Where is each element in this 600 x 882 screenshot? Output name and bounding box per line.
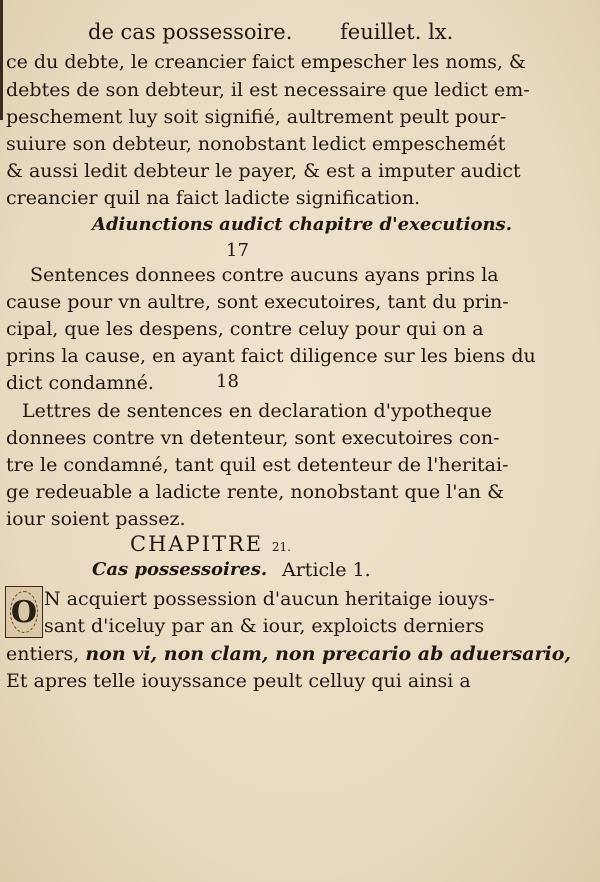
text-line: ce du debte, le creancier faict empescher les noms, & [6, 51, 526, 73]
text-line: N acquiert possession d'aucun heritaige iouys- [44, 588, 495, 610]
article-number-17: 17 [226, 240, 249, 261]
chapter-title: Cas possessoires. [92, 559, 268, 580]
text-line: donnees contre vn detenteur, sont executoires con- [6, 427, 500, 449]
text-line: Lettres de sentences en declaration d'ypotheque [22, 400, 493, 422]
chapter-heading [130, 532, 291, 556]
article-label: Article 1. [282, 559, 371, 581]
text-line: iour soient passez. [6, 508, 186, 530]
decorated-initial: O [5, 586, 43, 638]
folio-number: feuillet. lx. [340, 20, 454, 44]
section-subhead: Adiunctions audict chapitre d'executions. [92, 214, 512, 235]
text-line: Sentences donnees contre aucuns ayans prins la [30, 264, 499, 286]
text-line: tre le condamné, tant quil est detenteur de l'heritai- [6, 454, 509, 476]
text-line: ge redeuable a ladicte rente, nonobstant que l'an & [6, 481, 504, 503]
text-line: cause pour vn aultre, sont executoires, tant du prin- [6, 291, 509, 313]
text-line: prins la cause, en ayant faict diligence sur les biens du [6, 345, 536, 367]
text-line: Et apres telle iouyssance peult celluy qui ainsi a [6, 670, 471, 692]
text-line: sant d'iceluy par an & iour, exploicts derniers [44, 615, 485, 637]
latin-phrase: non vi, non clam, non precario ab aduersario, [85, 643, 572, 665]
article-number-18: 18 [216, 371, 239, 392]
text-line: peschement luy soit signifié, aultrement peult pour- [6, 106, 507, 128]
text-line: debtes de son debteur, il est necessaire que ledict em- [6, 79, 530, 101]
text-line: creancier quil na faict ladicte signification. [6, 187, 421, 209]
text-line-start: entiers, [6, 643, 86, 665]
chapter-number: 21. [271, 540, 291, 554]
text-line-latin [6, 641, 572, 667]
text-line: cipal, que les despens, contre celuy pour qui on a [6, 318, 484, 340]
chapter-word: CHAPITRE [130, 532, 264, 556]
text-line: dict condamné. [6, 372, 154, 394]
page-edge-rule [0, 0, 3, 120]
running-head: de cas possessoire. [88, 20, 293, 44]
text-line: & aussi ledit debteur le payer, & est a imputer audict [6, 160, 521, 182]
text-line: suiure son debteur, nonobstant ledict empeschemét [6, 133, 506, 155]
